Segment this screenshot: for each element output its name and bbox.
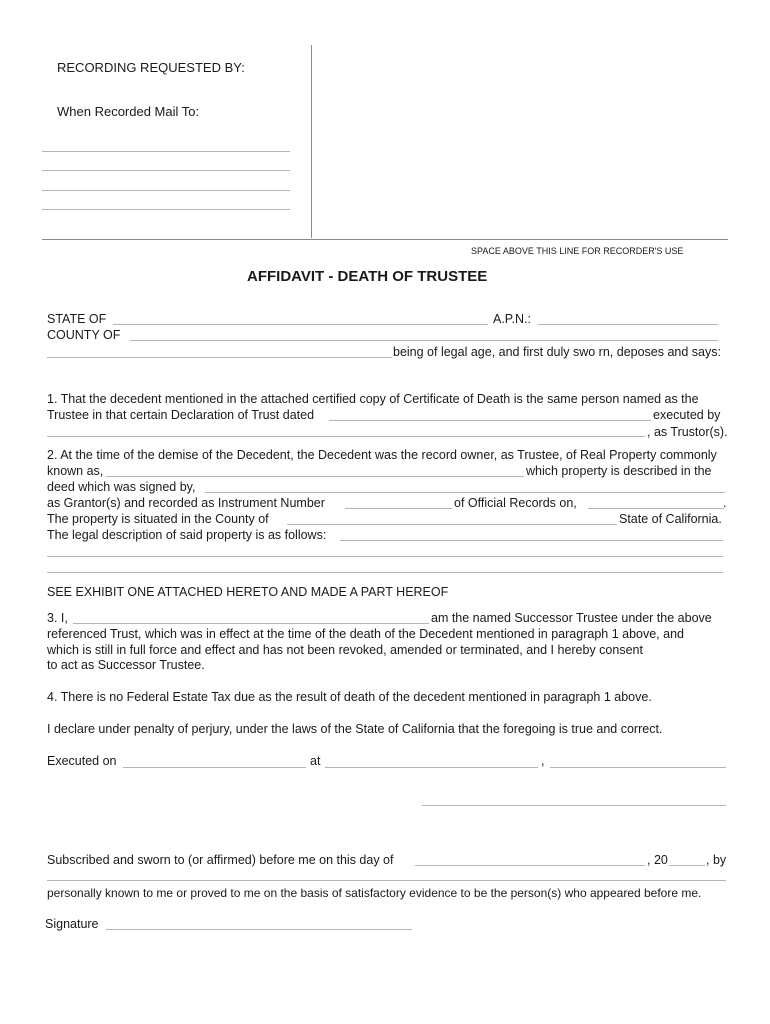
para2-described-in: which property is described in the [526, 464, 712, 478]
para2-grantor: as Grantor(s) and recorded as Instrument Number [47, 496, 325, 510]
trustor-field[interactable] [47, 436, 645, 437]
executed-city-field[interactable] [325, 767, 538, 768]
personally-known-text: personally known to me or proved to me on the basis of satisfactory evidence to be the person(s) who appeared before me. [47, 886, 702, 900]
recorder-use-note: SPACE ABOVE THIS LINE FOR RECORDER'S USE [471, 246, 684, 256]
apn-field[interactable] [538, 324, 718, 325]
para3-line2: referenced Trust, which was in effect at the time of the death of the Decedent mentioned in paragraph 1 above, and [47, 627, 684, 641]
mail-to-line-1[interactable] [42, 151, 290, 152]
deed-signer-field[interactable] [205, 492, 725, 493]
para1-executed-by: executed by [653, 408, 721, 422]
notary-signature-field[interactable] [106, 929, 412, 930]
para2-known-as: known as, [47, 464, 104, 478]
county-of-field[interactable] [130, 340, 718, 341]
signature-label: Signature [45, 917, 99, 931]
notary-year-field[interactable] [669, 865, 705, 866]
para3-i: 3. I, [47, 611, 68, 625]
legal-description-field-3[interactable] [47, 572, 723, 573]
recorder-box-divider [311, 45, 312, 238]
deposes-text: being of legal age, and first duly swo rn, deposes and says: [393, 345, 721, 359]
para3-line4: to act as Successor Trustee. [47, 658, 205, 672]
instrument-number-field[interactable] [345, 508, 452, 509]
recording-requested-by-label: RECORDING REQUESTED BY: [57, 60, 245, 75]
successor-trustee-name-field[interactable] [73, 623, 429, 624]
document-title: AFFIDAVIT - DEATH OF TRUSTEE [247, 268, 488, 285]
executed-comma: , [541, 754, 545, 768]
subscribed-sworn-text: Subscribed and sworn to (or affirmed) before me on this day of [47, 853, 394, 867]
perjury-declaration: I declare under penalty of perjury, under the laws of the State of California that the foregoing is true and correct. [47, 722, 663, 736]
state-of-label: STATE OF [47, 312, 107, 326]
trust-date-field[interactable] [329, 420, 651, 421]
executed-date-field[interactable] [123, 767, 306, 768]
para2-situated: The property is situated in the County of [47, 512, 269, 526]
notary-day-month-field[interactable] [415, 865, 645, 866]
property-address-field[interactable] [106, 476, 524, 477]
county-of-label: COUNTY OF [47, 328, 121, 342]
mail-to-line-3[interactable] [42, 190, 290, 191]
para2-official-records: of Official Records on, [454, 496, 577, 510]
para2-period: . [723, 496, 727, 510]
mail-to-label: When Recorded Mail To: [57, 104, 200, 119]
para3-named-successor: am the named Successor Trustee under the above [431, 611, 712, 625]
recording-date-field[interactable] [588, 508, 724, 509]
para1-line2-text: Trustee in that certain Declaration of Trust dated [47, 408, 315, 422]
para1-trustors: , as Trustor(s). [647, 425, 728, 439]
executed-on-label: Executed on [47, 754, 117, 768]
notary-person-field[interactable] [47, 880, 726, 881]
recorder-box-bottom-rule [42, 239, 728, 240]
property-county-field[interactable] [287, 524, 617, 525]
apn-label: A.P.N.: [493, 312, 531, 326]
notary-by-label: , by [706, 853, 727, 867]
para2-state-of-california: State of California. [619, 512, 722, 526]
mail-to-line-4[interactable] [42, 209, 290, 210]
affiant-name-field[interactable] [47, 357, 392, 358]
para2-deed-signed-by: deed which was signed by, [47, 480, 196, 494]
executed-state-field[interactable] [550, 767, 726, 768]
legal-description-field-2[interactable] [47, 556, 723, 557]
para2-legal-description: The legal description of said property is as follows: [47, 528, 327, 542]
para1-line1: 1. That the decedent mentioned in the attached certified copy of Certificate of Death is the same person named as the [47, 392, 699, 406]
para4-text: 4. There is no Federal Estate Tax due as the result of death of the decedent mentioned in paragraph 1 above. [47, 690, 652, 704]
state-of-field[interactable] [113, 324, 488, 325]
mail-to-line-2[interactable] [42, 170, 290, 171]
para2-line1: 2. At the time of the demise of the Decedent, the Decedent was the record owner, as Trustee, of Real Property commonly [47, 448, 717, 462]
affiant-signature-line[interactable] [422, 805, 726, 806]
exhibit-statement: SEE EXHIBIT ONE ATTACHED HERETO AND MADE A PART HEREOF [47, 585, 449, 599]
executed-at-label: at [310, 754, 321, 768]
notary-year-prefix: , 20 [647, 853, 668, 867]
para3-line3: which is still in full force and effect and has not been revoked, amended or terminated, and I hereby consent [47, 643, 643, 657]
legal-description-field-1[interactable] [340, 540, 723, 541]
